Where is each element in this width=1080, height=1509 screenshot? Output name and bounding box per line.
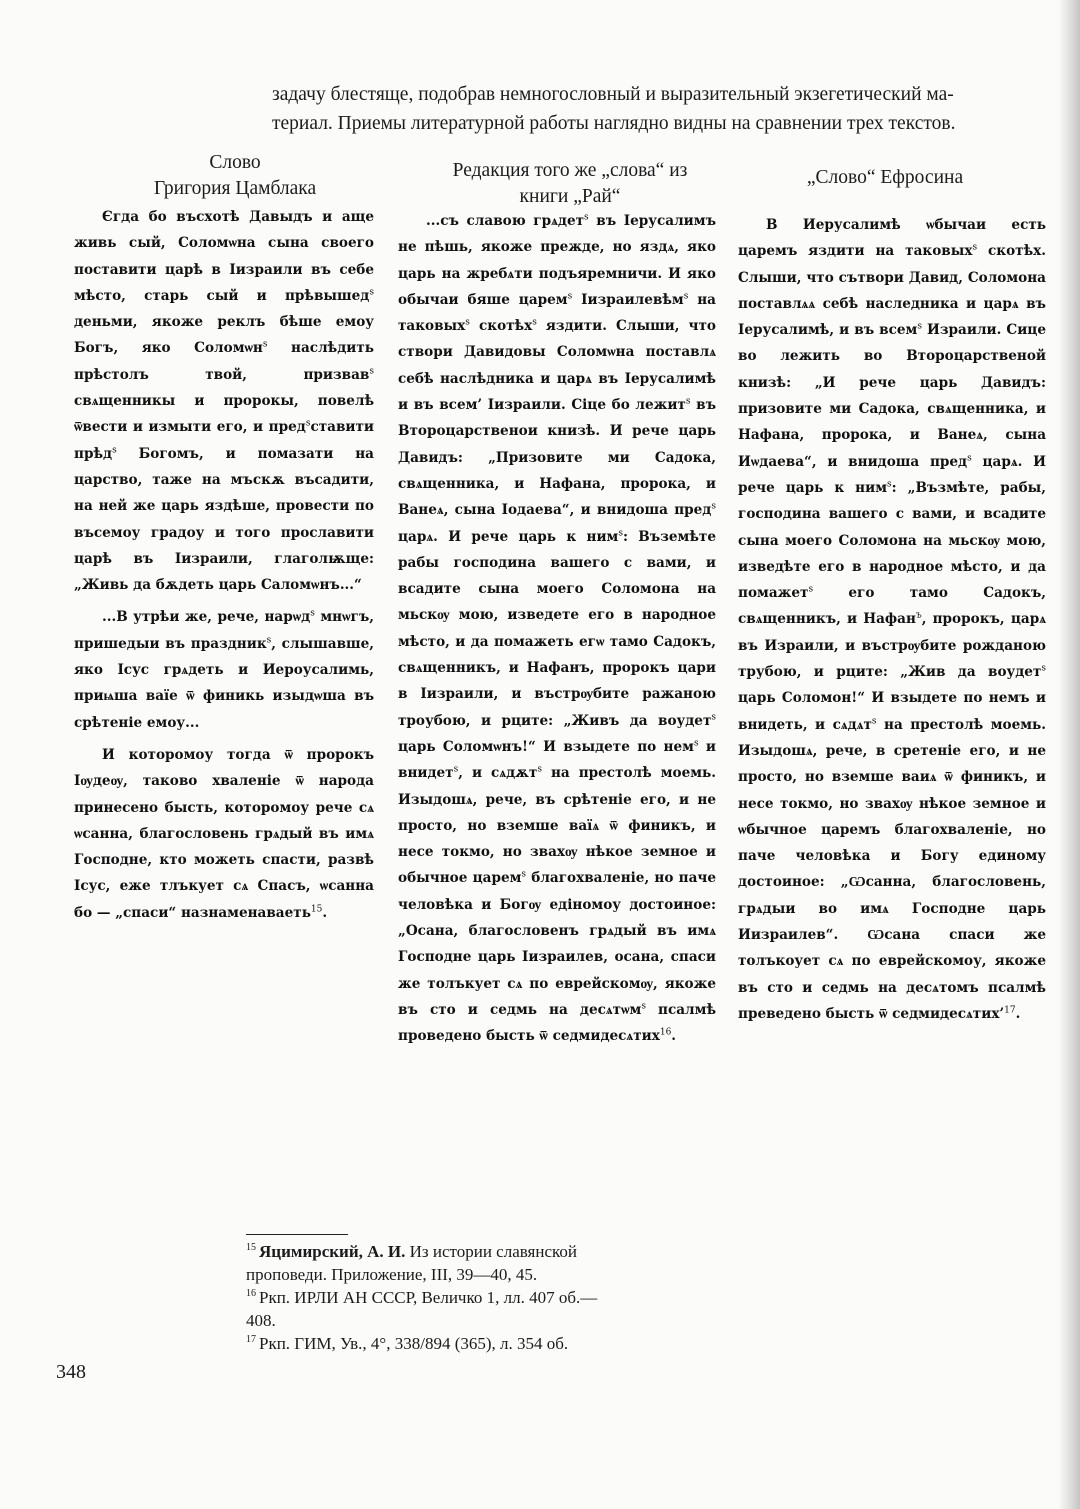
column-3-text — [738, 212, 1046, 1027]
column-2-title — [410, 158, 730, 210]
footnotes — [246, 1240, 626, 1355]
page-number: 348 — [56, 1361, 86, 1383]
column-1-title — [110, 150, 360, 202]
column-paragraph: В Иерусалимѣ ѡбычаи есть царемъ яздити на таковых$^ѕ$ скотѣх. Слыши, что сътвори Давид, Соломона поставлѧѧ себѣ наследника и царѧ въ Іерусалимѣ, и въ всем$^ѕ$ Израили. Сице во лежить во Второцарственой книзѣ: „И рече царь Давидъ: призовите ми Садока, свѧщенника, и Нафана, пророка, и Ванеѧ, сына Иѡдаева“, и внидоша пред$^ѕ$ царѧ. И рече царь к ним$^ѕ$: „Възмѣте, рабы, господина вашего с вами, и всадите сына моего Соломона на мьскѹ мою, изведѣте его в народное мѣсто, и да помажет$^ѕ$ его тамо Садокъ, свѧщенникъ, и Нафан$^ъ$, пророкъ, царѧ въ Израили, и въстрѹбите рожданою трубою, и рците: „Жив да воудет$^ѕ$ царь Соломон!“ И взыдете по немъ и внидеть, и сѧдѧт$^ѕ$ на престолѣ моемь. Изыдошѧ, рече, в сретеніе его, и не просто, но вземше ваиѧ ѿ финикъ, и несе токмо, но звахѹ нѣкое земное и ѡбычное царемъ благохваленіе, но паче человѣка и Богу единому достоиное: „Ѡсанна, благословень, грѧдыи во имѧ Господне царь Иизраилев“. Ѡсана спаси же толъкоует сѧ по еврейскомоу, якоже въ сто и седмь на десѧтомъ псалмѣ преведено бысть ѿ седмидесѧтих’$^{17}$. — [738, 217, 1046, 1022]
intro-line: териал. Приемы литературной работы наглядно видны на сравнении трех текстов. — [272, 113, 956, 134]
column-1-text — [74, 204, 374, 926]
column-title-line: „Слово“ Ефросина — [806, 167, 964, 188]
column-title-line: Слово — [209, 152, 261, 173]
intro-line: задачу блестяще, подобрав немногословный и выразительный экзегетический ма- — [272, 84, 954, 105]
footnote: $^{15}$ Яцимирский, А. И. Из истории славянской проповеди. Приложение, III, 39—40, 45. — [246, 1242, 578, 1284]
footnote-ref: 15 — [310, 904, 323, 915]
column-title-line: Григория Цамблака — [153, 178, 317, 199]
column-paragraph: Єгда бо въсхотѣ Давыдъ и аще живь сый, Соломѡна сына своего поставити царѣ в Іизраили въ себе мѣсто, старь сый и прѣвышед$^ѕ$ деньми, якоже реклъ бѣше емоу Богъ, яко Соломѡн$^ѕ$ наслѣдить прѣстолъ твой, призвав$^ѕ$ свѧщенникы и пророкы, повелѣ ѿвести и измыти его, и пред$^ѕ$ставити прѣд$^ѕ$ Богомъ, и помазати на царство, таже на мъскѫ въсадити, на ней же царь яздѣше, провести по въсемоу градоу и того прославити царѣ въ Іизраили, глаголѭще: „Живь да бѫдеть царь Саломѡнъ...“ — [74, 209, 374, 594]
footnote-ref: 16 — [659, 1027, 672, 1038]
column-2-text — [398, 208, 716, 1050]
footnote-separator — [246, 1234, 348, 1235]
column-3-title — [760, 165, 1010, 191]
column-paragraph: И которомоу тогда ѿ пророкъ Іѹдеѹ, таково хваленіе ѿ народа принесено бысть, которомоу рече сѧ ѡсанна, благословень грѧдый въ имѧ Господне, кто можеть спасти, развѣ Ісус, еже тлъкует сѧ Спасъ, ѡсанна бо — „спаси“ назнаменаваеть$^{15}$. — [74, 746, 374, 921]
column-paragraph: ...В утрѣи же, рече, нарѡд$^ѕ$ мнѡгъ, пришедыи въ праздник$^ѕ$, слышавше, яко Ісус грѧдеть и Иероусалимь, приѩша ваїе ѿ финикь изыдѡша въ срѣтеніе емоу... — [74, 608, 375, 731]
column-paragraph: ...съ славою грѧдет$^ѕ$ въ Іерусалимъ не пѣшь, якоже прежде, но яздѧ, яко царь на жребѧти подъяремничи. И яко обычаи бяше царем$^ѕ$ Іизраилевѣм$^ѕ$ на таковых$^ѕ$ скотѣх$^ѕ$ яздити. Слыши, что створи Давидовы Соломѡна поставлѧ себѣ наслѣдника и царѧ въ Іерусалимѣ и въ всем’ Іизраили. Сіце бо лежит$^ѕ$ въ Второцарственои книзѣ. И рече царь Давидъ: „Призовите ми Садока, свѧщенника, и Нафана, пророка, и Ванеѧ, сына Іодаева“, и внидоша пред$^ѕ$ царѧ. И рече царь к ним$^ѕ$: Въземѣте рабы господина вашего с вами, и всадите сына моего Соломона на мьскѹ мою, изведете его в народное мѣсто, и да помажеть егѡ тамо Садокъ, свѧщенникъ, и Нафанъ, пророкъ цари в Іизраили, и въстрѹбите ражаною троубою, и рците: „Живъ да воудет$^ѕ$ царь Соломѡнъ!“ И взыдете по нем$^ѕ$ и внидет$^ѕ$, и сѧдѫт$^ѕ$ на престолѣ моемь. Изыдошѧ, рече, въ срѣтеніе его, и не просто, но вземше ваїѧ ѿ финикъ, и несе токмо, но звахѹ нѣкое земное и обычное царем$^ѕ$ благохваленіе, но паче человѣка и Богѹ едіномоу достоиное: „Осана, благословенъ грѧдый въ имѧ Господне царь Іизраилев, осана, спаси же толъкует сѧ по еврейскомѹ, якоже въ сто и седмь на десѧтѡм$^ѕ$ псалмѣ проведено бысть ѿ седмидесѧтих$^{16}$. — [398, 212, 716, 1045]
column-title-line: книги „Рай“ — [519, 186, 621, 207]
footnote: $^{17}$ Ркп. ГИМ, Ув., 4°, 338/894 (365), л. 354 об. — [246, 1334, 569, 1353]
footnote-ref: 17 — [1004, 1005, 1016, 1016]
footnote: $^{16}$ Ркп. ИРЛИ АН СССР, Величко 1, лл. 407 об.—408. — [246, 1288, 598, 1330]
intro-paragraph — [272, 80, 1072, 138]
page-gutter-shadow — [1058, 0, 1080, 1509]
column-title-line: Редакция того же „слова“ из — [452, 160, 688, 181]
